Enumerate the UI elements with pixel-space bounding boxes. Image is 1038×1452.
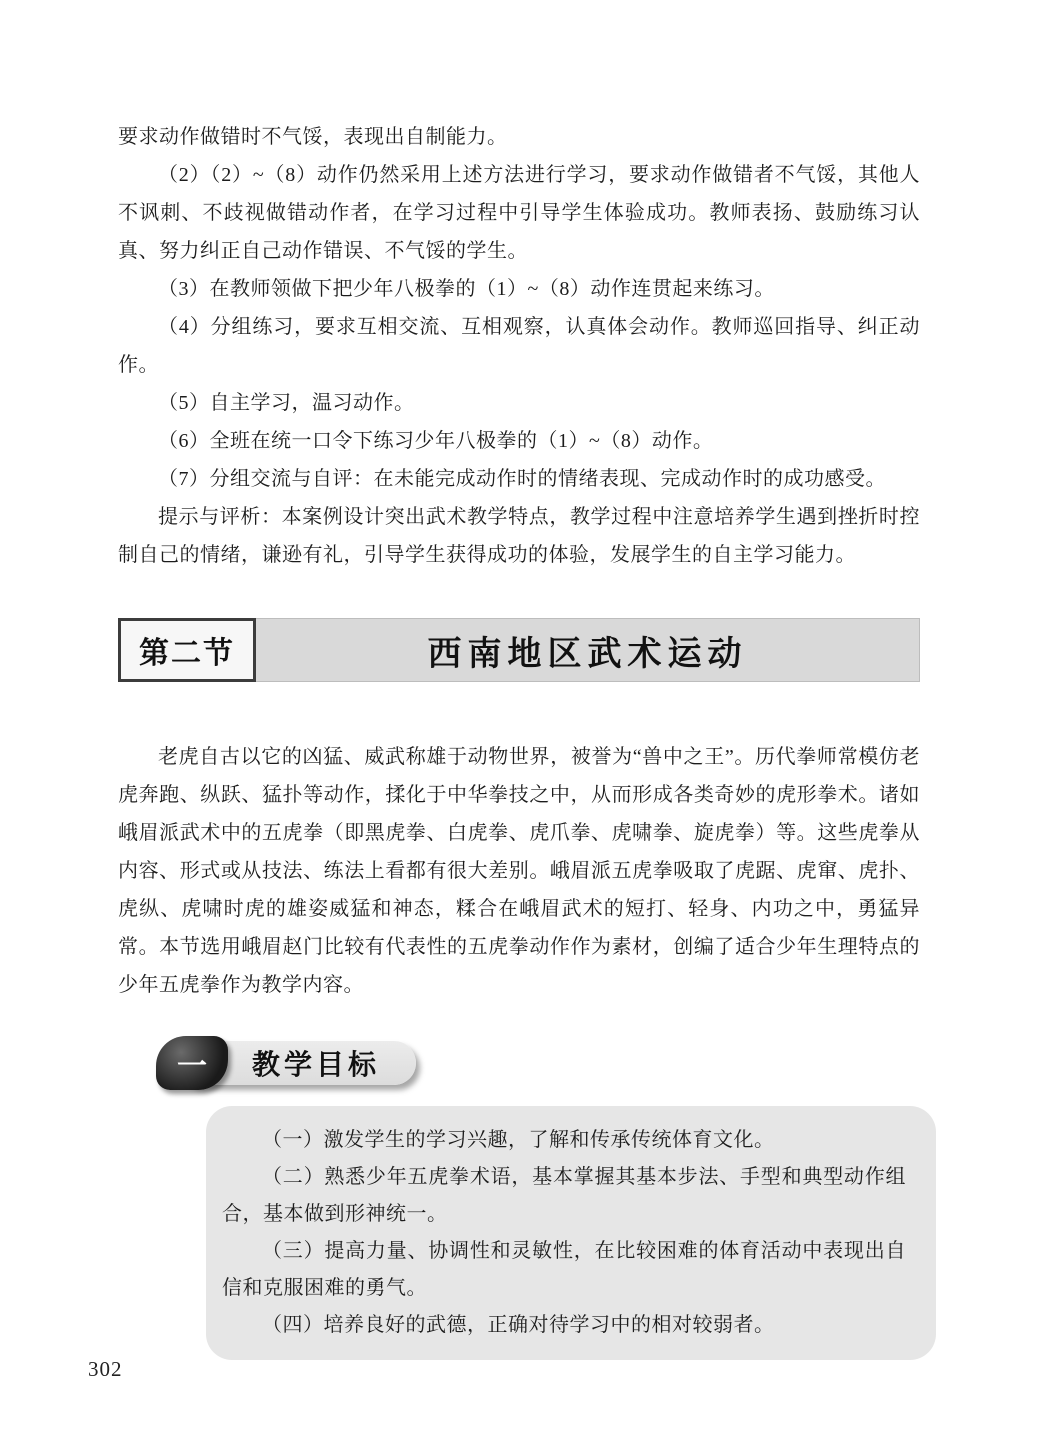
section-intro-paragraph: 老虎自古以它的凶猛、威武称雄于动物世界，被誉为“兽中之王”。历代拳师常模仿老虎奔跑、纵跃、猛扑等动作，揉化于中华拳技之中，从而形成各类奇妙的虎形拳术。诸如峨眉派武术中的五虎拳（即黑虎拳、白虎拳、虎爪拳、虎啸拳、旋虎拳）等。这些虎拳从内容、形式或从技法、练法上看都有很大差别。峨眉派五虎拳吸取了虎踞、虎窜、虎扑、虎纵、虎啸时虎的雄姿威猛和神态，糅合在峨眉武术的短打、轻身、内功之中，勇猛异常。本节选用峨眉赵门比较有代表性的五虎拳动作作为素材，创编了适合少年生理特点的少年五虎拳作为教学内容。 (118, 746, 920, 996)
paragraph: 要求动作做错时不气馁，表现出自制能力。 (118, 126, 508, 148)
page-number: 302 (88, 1357, 123, 1381)
goal-item: （四）培养良好的武德，正确对待学习中的相对较弱者。 (262, 1314, 775, 1336)
subsection-heading (156, 1036, 416, 1090)
goal-item: （二）熟悉少年五虎拳术语，基本掌握其基本步法、手型和典型动作组合，基本做到形神统一。 (222, 1166, 906, 1225)
teaching-goals-box (206, 1106, 936, 1360)
paragraph: 提示与评析：本案例设计突出武术教学特点，教学过程中注意培养学生遇到挫折时控制自己的情绪，谦逊有礼，引导学生获得成功的体验，发展学生的自主学习能力。 (118, 506, 920, 566)
intro-section (118, 118, 920, 574)
paragraph: （3）在教师领做下把少年八极拳的（1）~（8）动作连贯起来练习。 (158, 278, 775, 300)
paragraph: （5）自主学习，温习动作。 (158, 392, 415, 414)
section-number-label: 第二节 (118, 618, 256, 682)
goal-item: （一）激发学生的学习兴趣，了解和传承传统体育文化。 (262, 1129, 775, 1151)
paragraph: （2）（2）~（8）动作仍然采用上述方法进行学习，要求动作做错者不气馁，其他人不讽刺、不歧视做错动作者，在学习过程中引导学生体验成功。教师表扬、鼓励练习认真、努力纠正自己动作错误、不气馁的学生。 (118, 164, 920, 262)
subsection-title: 教学目标 (188, 1041, 416, 1085)
subsection-number-badge: 一 (156, 1036, 228, 1090)
section-header (118, 618, 920, 682)
paragraph: （6）全班在统一口令下练习少年八极拳的（1）~（8）动作。 (158, 430, 714, 452)
paragraph: （7）分组交流与自评：在未能完成动作时的情绪表现、完成动作时的成功感受。 (158, 468, 886, 490)
goal-item: （三）提高力量、协调性和灵敏性，在比较困难的体育活动中表现出自信和克服困难的勇气。 (222, 1240, 906, 1299)
paragraph: （4）分组练习，要求互相交流、互相观察，认真体会动作。教师巡回指导、纠正动作。 (118, 316, 920, 376)
section-title: 西南地区武术运动 (256, 618, 920, 682)
